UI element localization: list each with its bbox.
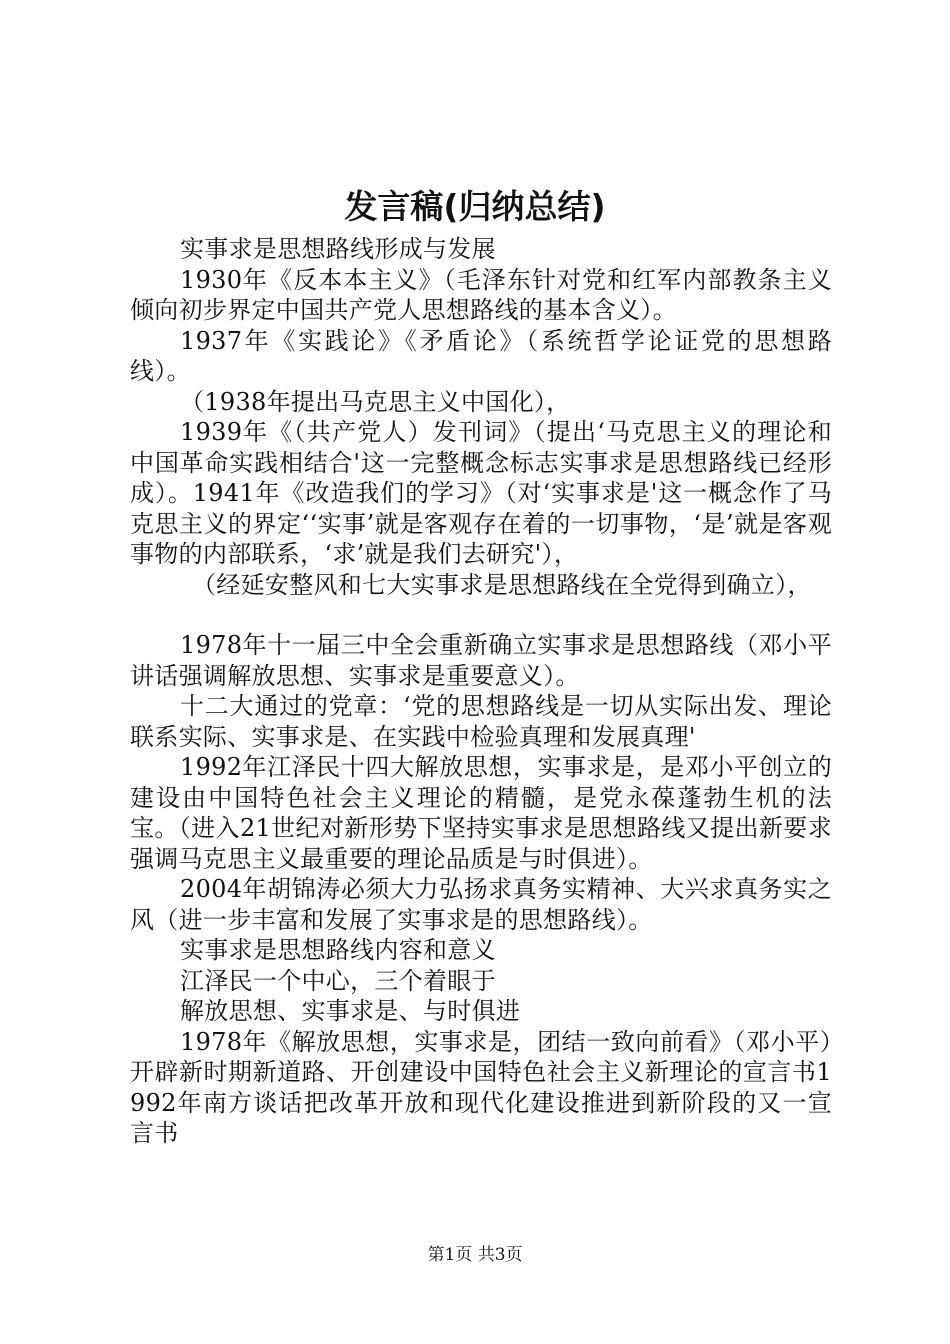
paragraph-13: 解放思想、实事求是、与时俱进 <box>180 997 521 1025</box>
paragraph-4: （1938年提出马克思主义中国化）， <box>180 387 571 416</box>
paragraph-14: 1978年《解放思想，实事求是，团结一致向前看》（邓小平）开辟新时期新道路、开创建设中国特色社会主义新理论的宣言书1992年南方谈话把改革开放和现代化建设推进到新阶段的又一宣言书 <box>130 1027 832 1147</box>
page-footer: 第1页 共3页 <box>427 1245 523 1265</box>
paragraph-7: 1978年十一届三中全会重新确立实事求是思想路线（邓小平讲话强调解放思想、实事求是重要意义）。 <box>130 631 832 690</box>
paragraph-3: 1937年《实践论》《矛盾论》（系统哲学论证党的思想路线）。 <box>130 326 832 385</box>
paragraph-1: 实事求是思想路线形成与发展 <box>180 235 496 263</box>
paragraph-12: 江泽民一个中心，三个着眼于 <box>180 966 496 995</box>
paragraph-9: 1992年江泽民十四大解放思想，实事求是，是邓小平创立的建设由中国特色社会主义理论的精髓，是党永葆蓬勃生机的法宝。（进入21世纪对新形势下坚持实事求是思想路线又提出新要求强调马克思主义最重要的理论品质是与时俱进）。 <box>130 753 832 873</box>
paragraph-5: 1939年《（共产党人）发刊词》（提出‘马克思主义的理论和中国革命实践相结合'这一完整概念标志实事求是思想路线已经形成）。1941年《改造我们的学习》（对‘实事求是'这一概念作了马克思主义的界定‘‘实事’就是客观存在着的一切事物，‘是’就是客观事物的内部联系，‘求’就是我们去研究'）， <box>130 418 832 568</box>
document-body <box>130 234 832 1149</box>
paragraph-6: （经延安整风和七大实事求是思想路线在全党得到确立）， <box>192 570 812 599</box>
paragraph-8: 十二大通过的党章：‘党的思想路线是一切从实际出发、理论联系实际、实事求是、在实践中检验真理和发展真理' <box>130 692 832 751</box>
document-title: 发言稿(归纳总结) <box>344 187 606 226</box>
paragraph-11: 实事求是思想路线内容和意义 <box>180 936 496 964</box>
paragraph-2: 1930年《反本本主义》（毛泽东针对党和红军内部教条主义倾向初步界定中国共产党人思想路线的基本含义）。 <box>130 265 832 324</box>
paragraph-10: 2004年胡锦涛必须大力弘扬求真务实精神、大兴求真务实之风（进一步丰富和发展了实事求是的思想路线）。 <box>130 875 832 934</box>
